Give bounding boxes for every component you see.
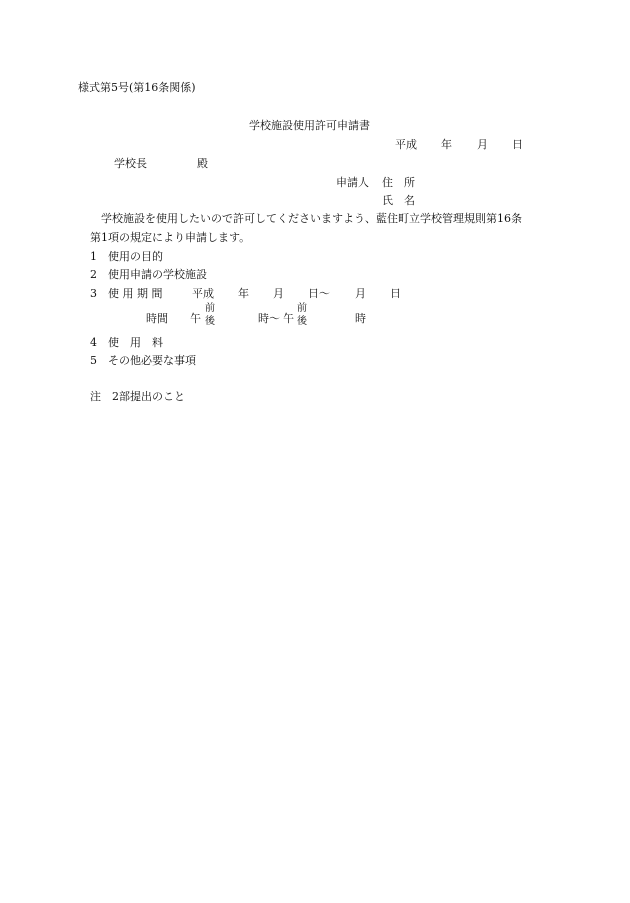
noon-label: 午 [190,312,201,325]
footnote: 注 2部提出のこと [90,390,185,403]
noon-label-2: 午 [283,312,294,325]
address-label: 住 所 [382,176,415,189]
item-label: 使 用 料 [108,336,163,349]
body-line-1: 学校施設を使用したいので許可してくださいますよう、藍住町立学校管理規則第16条 [101,212,522,225]
date-era: 平成 [395,138,417,151]
item-label: その他必要な事項 [108,354,196,367]
applicant-label: 申請人 [336,176,369,189]
date-day-unit: 日 [512,138,523,151]
page-title: 学校施設使用許可申請書 [249,119,370,132]
pm-label-2: 後 [297,316,307,327]
item-number: 5 [90,354,97,367]
body-line-2: 第1項の規定により申請します。 [90,231,251,244]
name-label: 氏 名 [382,194,415,207]
hour-to: 時〜 [258,312,280,325]
period-month: 月 [273,287,284,300]
hour-end: 時 [355,312,366,325]
form-number: 様式第5号(第16条関係) [78,81,196,94]
addressee-label: 学校長 [114,157,147,170]
period-day-to: 日〜 [308,287,330,300]
period-month-2: 月 [355,287,366,300]
item-label: 使用申請の学校施設 [108,268,207,281]
am-pm-choice [205,302,215,328]
am-label: 前 [205,303,215,314]
period-era: 平成 [192,287,214,300]
item-number: 2 [90,268,97,281]
pm-label: 後 [205,316,215,327]
item-number: 4 [90,336,97,349]
date-month-unit: 月 [477,138,488,151]
addressee-honorific: 殿 [197,157,208,170]
period-year: 年 [238,287,249,300]
period-day-2: 日 [390,287,401,300]
item-label: 使用の目的 [108,250,163,263]
item-label: 使 用 期 間 [108,287,163,300]
item-number: 3 [90,287,97,300]
am-label-2: 前 [297,303,307,314]
item-number: 1 [90,250,97,263]
time-label: 時間 [146,312,168,325]
date-year-unit: 年 [441,138,452,151]
am-pm-choice-2 [297,302,307,328]
